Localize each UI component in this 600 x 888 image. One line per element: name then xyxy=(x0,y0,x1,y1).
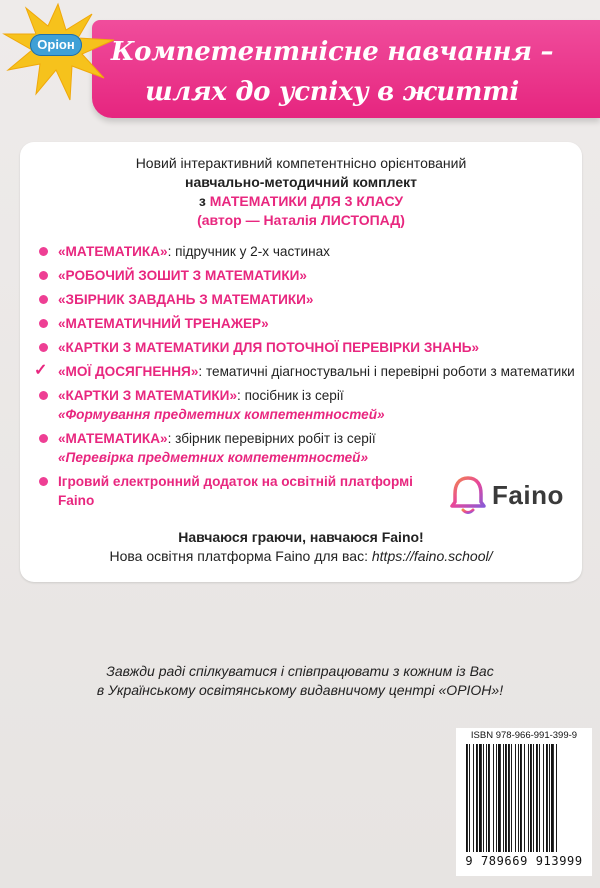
bullet-icon xyxy=(39,391,48,400)
bullet-icon xyxy=(39,271,48,280)
intro-line-1: Новий інтерактивний компетентнісно орієнтований xyxy=(135,155,467,171)
publisher-message xyxy=(0,662,600,700)
header-slogan xyxy=(92,32,572,112)
list-item xyxy=(36,314,576,333)
bullet-icon xyxy=(39,434,48,443)
card-footer xyxy=(20,528,582,566)
faino-logo xyxy=(448,472,578,518)
intro-text xyxy=(20,154,582,230)
publisher-line-2 xyxy=(0,681,600,700)
item-title: «МАТЕМАТИЧНИЙ ТРЕНАЖЕР» xyxy=(58,316,269,331)
list-item xyxy=(36,266,576,285)
barcode-icon xyxy=(466,744,584,852)
item-title: «МОЇ ДОСЯГНЕННЯ» xyxy=(58,364,199,379)
list-item xyxy=(36,242,576,261)
item-title: «КАРТКИ З МАТЕМАТИКИ ДЛЯ ПОТОЧНОЇ ПЕРЕВІРКИ ЗНАНЬ» xyxy=(58,340,480,355)
list-item xyxy=(36,290,576,309)
list-item xyxy=(36,429,576,467)
item-title: Ігровий електронний додаток на освітній платформі Faino xyxy=(58,474,413,508)
header-banner xyxy=(92,20,600,118)
intro-line-2: навчально-методичний комплект xyxy=(185,174,417,190)
faino-bell-icon xyxy=(448,472,488,516)
intro-line-3 xyxy=(20,192,582,211)
orion-logo: Оріон xyxy=(30,34,82,56)
item-series: «Перевірка предметних компетентностей» xyxy=(58,450,369,465)
item-desc: : збірник перевірних робіт із серії xyxy=(167,431,376,446)
footer-slogan: Навчаюся граючи, навчаюся Faino! xyxy=(178,529,424,545)
intro-line-3-prefix: з xyxy=(198,193,210,209)
footer-platform-text: Нова освітня платформа Faino для вас: xyxy=(109,548,372,564)
footer-platform-line xyxy=(20,547,582,566)
item-desc: : підручник у 2-х частинах xyxy=(167,244,330,259)
isbn-barcode-block xyxy=(456,728,592,876)
list-item xyxy=(36,472,416,510)
intro-subject: МАТЕМАТИКИ ДЛЯ 3 КЛАСУ xyxy=(209,193,404,209)
item-title: «ЗБІРНИК ЗАВДАНЬ З МАТЕМАТИКИ» xyxy=(58,292,314,307)
list-item xyxy=(36,386,576,424)
bullet-icon xyxy=(39,295,48,304)
slogan-line-1: Компетентнісне навчання – xyxy=(110,37,554,67)
item-desc: : тематичні діагностувальні і перевірні роботи з математики xyxy=(198,364,575,379)
publisher-name: «ОРІОН» xyxy=(438,682,500,698)
isbn-digits: 9 789669 913999 xyxy=(465,854,583,868)
item-title: «МАТЕМАТИКА» xyxy=(58,244,168,259)
intro-author: (автор — Наталія ЛИСТОПАД) xyxy=(197,212,405,228)
publisher-line-2-end: ! xyxy=(499,682,504,698)
list-item xyxy=(36,338,576,357)
faino-logo-text: Faino xyxy=(492,480,564,510)
bullet-icon xyxy=(39,319,48,328)
bullet-icon xyxy=(39,247,48,256)
slogan-line-2: шлях до успіху в житті xyxy=(145,77,519,107)
item-title: «РОБОЧИЙ ЗОШИТ З МАТЕМАТИКИ» xyxy=(58,268,307,283)
item-series: «Формування предметних компетентностей» xyxy=(58,407,385,422)
isbn-label: ISBN 978-966-991-399-9 xyxy=(470,730,578,741)
faino-url-link[interactable]: https://faino.school/ xyxy=(371,548,493,564)
item-title: «МАТЕМАТИКА» xyxy=(58,431,168,446)
list-item xyxy=(36,362,576,381)
bullet-icon xyxy=(39,477,48,486)
publisher-line-1: Завжди раді спілкуватися і співпрацювати з кожним із Вас xyxy=(106,663,494,679)
publisher-line-2-text: в Українському освітянському видавничому центрі xyxy=(96,682,439,698)
bullet-icon xyxy=(39,343,48,352)
item-desc: : посібник із серії xyxy=(237,388,344,403)
checkmark-icon: ✓ xyxy=(34,362,48,379)
item-title: «КАРТКИ З МАТЕМАТИКИ» xyxy=(58,388,238,403)
product-info-card xyxy=(20,142,582,582)
